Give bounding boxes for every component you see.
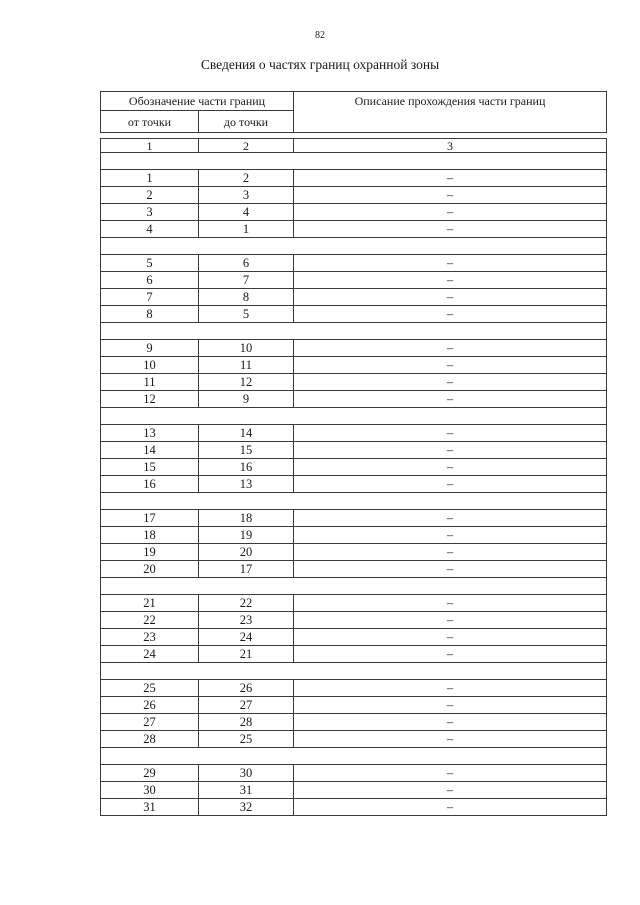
- to-point-cell: 11: [199, 357, 294, 374]
- to-point-cell: 16: [199, 459, 294, 476]
- to-point-cell: 2: [199, 170, 294, 187]
- table-row: [101, 731, 607, 748]
- from-point-cell: 13: [101, 425, 199, 442]
- from-point-cell: 28: [101, 731, 199, 748]
- table-row: [101, 714, 607, 731]
- description-cell: –: [294, 595, 607, 612]
- table-row: [101, 476, 607, 493]
- description-cell: –: [294, 391, 607, 408]
- from-point-cell: 24: [101, 646, 199, 663]
- to-point-cell: 5: [199, 306, 294, 323]
- table-row: [101, 187, 607, 204]
- to-point-cell: 14: [199, 425, 294, 442]
- from-point-cell: 15: [101, 459, 199, 476]
- description-cell: –: [294, 340, 607, 357]
- from-point-cell: 8: [101, 306, 199, 323]
- description-cell: –: [294, 442, 607, 459]
- table-row: [101, 204, 607, 221]
- table-row: [101, 340, 607, 357]
- from-point-cell: 31: [101, 799, 199, 816]
- from-point-cell: 14: [101, 442, 199, 459]
- from-point-cell: 23: [101, 629, 199, 646]
- to-point-cell: 12: [199, 374, 294, 391]
- boundary-parts-table: [100, 91, 607, 816]
- from-point-cell: 1: [101, 170, 199, 187]
- to-point-cell: 9: [199, 391, 294, 408]
- from-point-cell: 21: [101, 595, 199, 612]
- table-row: [101, 357, 607, 374]
- table-row: [101, 680, 607, 697]
- from-point-cell: 10: [101, 357, 199, 374]
- table-row: [101, 629, 607, 646]
- description-cell: –: [294, 714, 607, 731]
- to-point-cell: 13: [199, 476, 294, 493]
- from-point-cell: 26: [101, 697, 199, 714]
- to-point-cell: 17: [199, 561, 294, 578]
- table-row: [101, 272, 607, 289]
- column-number-cell: 3: [294, 139, 607, 153]
- table-row: [101, 374, 607, 391]
- to-point-cell: 3: [199, 187, 294, 204]
- to-point-cell: 24: [199, 629, 294, 646]
- from-point-cell: 6: [101, 272, 199, 289]
- table-row: [101, 170, 607, 187]
- from-point-cell: 9: [101, 340, 199, 357]
- to-point-cell: 1: [199, 221, 294, 238]
- to-point-cell: 21: [199, 646, 294, 663]
- description-cell: –: [294, 170, 607, 187]
- table-row: [101, 459, 607, 476]
- group-separator-row: [101, 408, 607, 425]
- column-number-cell: 1: [101, 139, 199, 153]
- description-cell: –: [294, 425, 607, 442]
- from-point-cell: 11: [101, 374, 199, 391]
- from-point-cell: 7: [101, 289, 199, 306]
- to-point-cell: 26: [199, 680, 294, 697]
- table-row: [101, 425, 607, 442]
- description-cell: –: [294, 782, 607, 799]
- header-from-point: от точки: [101, 111, 199, 133]
- description-cell: –: [294, 476, 607, 493]
- description-cell: –: [294, 221, 607, 238]
- to-point-cell: 31: [199, 782, 294, 799]
- description-cell: –: [294, 187, 607, 204]
- description-cell: –: [294, 544, 607, 561]
- header-to-point: до точки: [199, 111, 294, 133]
- table-row: [101, 612, 607, 629]
- page-number: 82: [315, 30, 325, 41]
- table-row: [101, 221, 607, 238]
- description-cell: –: [294, 289, 607, 306]
- description-cell: –: [294, 697, 607, 714]
- group-separator-row: [101, 748, 607, 765]
- table-row: [101, 799, 607, 816]
- description-cell: –: [294, 272, 607, 289]
- description-cell: –: [294, 765, 607, 782]
- from-point-cell: 25: [101, 680, 199, 697]
- from-point-cell: 4: [101, 221, 199, 238]
- description-cell: –: [294, 646, 607, 663]
- column-number-row: [101, 139, 607, 153]
- description-cell: –: [294, 510, 607, 527]
- group-separator-row: [101, 663, 607, 680]
- column-number-cell: 2: [199, 139, 294, 153]
- to-point-cell: 4: [199, 204, 294, 221]
- group-separator-row: [101, 578, 607, 595]
- from-point-cell: 12: [101, 391, 199, 408]
- document-title: Сведения о частях границ охранной зоны: [200, 57, 440, 72]
- table-row: [101, 595, 607, 612]
- to-point-cell: 28: [199, 714, 294, 731]
- to-point-cell: 6: [199, 255, 294, 272]
- description-cell: –: [294, 357, 607, 374]
- table-row: [101, 544, 607, 561]
- to-point-cell: 19: [199, 527, 294, 544]
- header-boundary-description: Описание прохождения части границ: [294, 92, 607, 133]
- table-row: [101, 510, 607, 527]
- from-point-cell: 18: [101, 527, 199, 544]
- table-row: [101, 289, 607, 306]
- table-row: [101, 442, 607, 459]
- to-point-cell: 25: [199, 731, 294, 748]
- table-row: [101, 306, 607, 323]
- group-separator-row: [101, 323, 607, 340]
- to-point-cell: 23: [199, 612, 294, 629]
- from-point-cell: 30: [101, 782, 199, 799]
- table-row: [101, 697, 607, 714]
- description-cell: –: [294, 459, 607, 476]
- to-point-cell: 32: [199, 799, 294, 816]
- description-cell: –: [294, 799, 607, 816]
- description-cell: –: [294, 374, 607, 391]
- table-body: [101, 133, 607, 816]
- table-row: [101, 646, 607, 663]
- from-point-cell: 2: [101, 187, 199, 204]
- from-point-cell: 29: [101, 765, 199, 782]
- description-cell: –: [294, 680, 607, 697]
- to-point-cell: 20: [199, 544, 294, 561]
- description-cell: –: [294, 731, 607, 748]
- to-point-cell: 22: [199, 595, 294, 612]
- table-row: [101, 527, 607, 544]
- description-cell: –: [294, 629, 607, 646]
- group-separator-row: [101, 493, 607, 510]
- from-point-cell: 22: [101, 612, 199, 629]
- table-row: [101, 255, 607, 272]
- description-cell: –: [294, 255, 607, 272]
- table-row: [101, 765, 607, 782]
- from-point-cell: 27: [101, 714, 199, 731]
- to-point-cell: 10: [199, 340, 294, 357]
- to-point-cell: 27: [199, 697, 294, 714]
- from-point-cell: 17: [101, 510, 199, 527]
- from-point-cell: 5: [101, 255, 199, 272]
- description-cell: –: [294, 527, 607, 544]
- from-point-cell: 3: [101, 204, 199, 221]
- from-point-cell: 20: [101, 561, 199, 578]
- table-row: [101, 782, 607, 799]
- description-cell: –: [294, 204, 607, 221]
- to-point-cell: 18: [199, 510, 294, 527]
- to-point-cell: 8: [199, 289, 294, 306]
- to-point-cell: 7: [199, 272, 294, 289]
- from-point-cell: 16: [101, 476, 199, 493]
- from-point-cell: 19: [101, 544, 199, 561]
- description-cell: –: [294, 306, 607, 323]
- header-boundary-designation: Обозначение части границ: [101, 92, 294, 111]
- to-point-cell: 30: [199, 765, 294, 782]
- table-row: [101, 561, 607, 578]
- table-row: [101, 391, 607, 408]
- group-separator-row: [101, 238, 607, 255]
- to-point-cell: 15: [199, 442, 294, 459]
- group-separator-row: [101, 153, 607, 170]
- description-cell: –: [294, 612, 607, 629]
- description-cell: –: [294, 561, 607, 578]
